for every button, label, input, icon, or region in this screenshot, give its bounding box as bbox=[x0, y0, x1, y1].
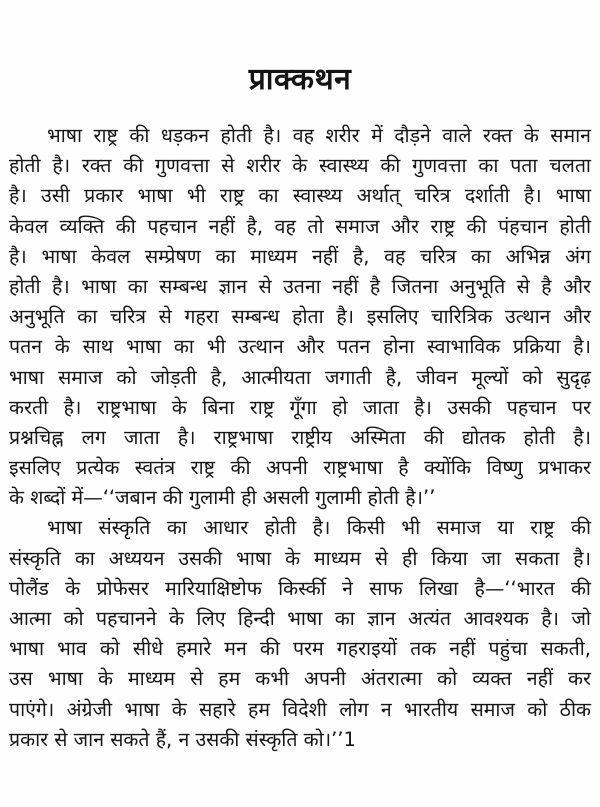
text-line: भाषा संस्कृति का आधार होती है। किसी भी समाज या राष्ट्र की bbox=[47, 516, 591, 540]
text-line: है। भाषा केवल सम्प्रेषण का माध्यम नहीं है, वह चरित्र का अभिन्न अंग bbox=[9, 244, 591, 268]
paragraph-1 bbox=[9, 121, 591, 513]
text-line: के शब्दों में—‘‘जबान की गुलामी ही असली गुलामी होती है।’’ bbox=[9, 486, 436, 510]
text-line: भाषा समाज को जोड़ती है, आत्मीयता जगाती है, जीवन मूल्यों को सुदृढ़ bbox=[9, 365, 591, 389]
text-line: प्रकार से जान सकते हैं, न उसकी संस्कृति को।’’1 bbox=[9, 727, 356, 751]
text-line: होती है। भाषा का सम्बन्ध ज्ञान से उतना नहीं है जितना अनुभूति से है और bbox=[9, 274, 591, 298]
text-line: पतन के साथ भाषा का भी उत्थान और पतन होना स्वाभाविक प्रक्रिया है। bbox=[9, 335, 591, 359]
text-line: भाषा राष्ट्र की धड़कन होती है। वह शरीर में दौड़ने वाले रक्त के समान bbox=[47, 124, 591, 147]
body-text bbox=[9, 121, 591, 755]
text-line: अनुभूति का चरित्र से गहरा सम्बन्ध होता है। इसलिए चारित्रिक उत्थान और bbox=[9, 305, 591, 329]
text-line: होती है। रक्त की गुणवत्ता से शरीर के स्वास्थ्य की गुणवत्ता का पता चलता bbox=[9, 154, 591, 178]
text-line: भाषा भाव को सीधे हमारे मन की परम गहराइयों तक नहीं पहुंचा सकती, bbox=[9, 637, 591, 661]
text-line: करती है। राष्ट्रभाषा के बिना राष्ट्र गूँगा हो जाता है। उसकी पहचान पर bbox=[9, 395, 591, 419]
page-title: प्राक्कथन bbox=[248, 62, 352, 97]
text-line: उस भाषा के माध्यम से हम कभी अपनी अंतरात्मा को व्यक्त नहीं कर bbox=[9, 667, 591, 691]
text-line: पाएंगे। अंग्रेजी भाषा के सहारे हम विदेशी लोग न भारतीय समाज को ठीक bbox=[9, 697, 591, 721]
text-line: संस्कृति का अध्ययन उसकी भाषा के माध्यम से ही किया जा सकता है। bbox=[9, 546, 591, 570]
text-line: पोलैंड के प्रोफेसर मारियाक्षिष्टोफ किर्स्की ने साफ लिखा है—‘‘भारत की bbox=[9, 576, 591, 600]
text-line: इसलिए प्रत्येक स्वतंत्र राष्ट्र की अपनी राष्ट्रभाषा है क्योंकि विष्णु प्रभाकर bbox=[9, 456, 591, 480]
text-line: केवल व्यक्ति की पहचान नहीं है, वह तो समाज और राष्ट्र की पंहचान होती bbox=[9, 214, 591, 238]
text-line: प्रश्नचिह्न लग जाता है। राष्ट्रभाषा राष्ट्रीय अस्मिता की द्योतक होती है। bbox=[9, 425, 591, 449]
text-line: आत्मा को पहचानने के लिए हिन्दी भाषा का ज्ञान अत्यंत आवश्यक है। जो bbox=[9, 607, 591, 630]
paragraph-2 bbox=[9, 513, 591, 755]
text-line: है। उसी प्रकार भाषा भी राष्ट्र का स्वास्थ्य अर्थात् चरित्र दर्शाती है। भाषा bbox=[9, 184, 591, 208]
